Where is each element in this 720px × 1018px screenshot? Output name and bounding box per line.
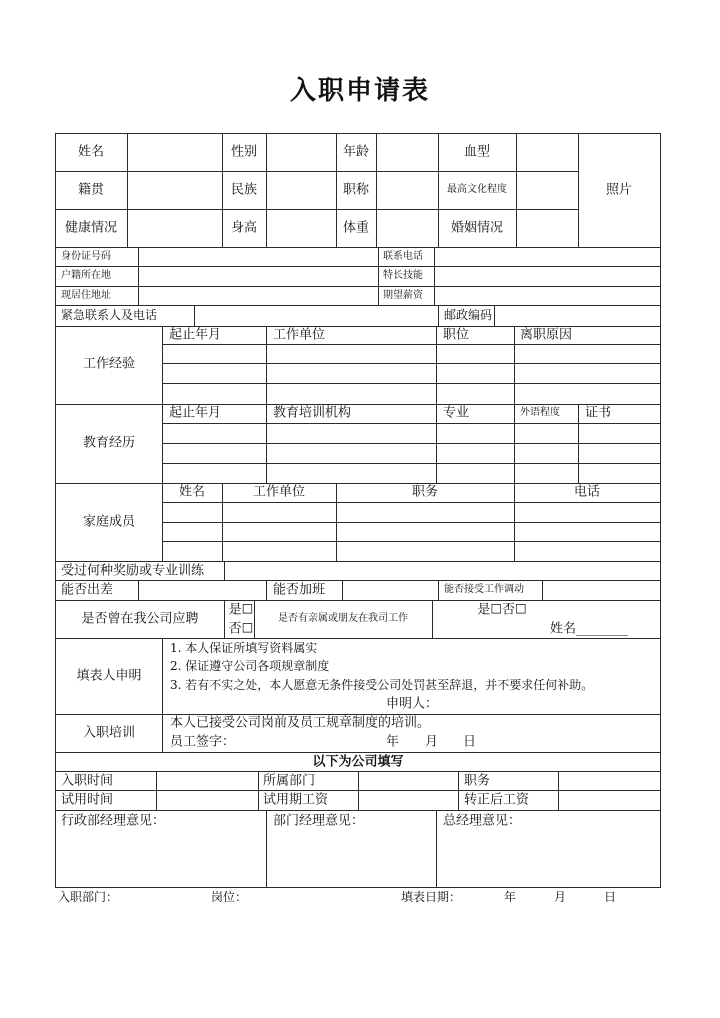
col-divider bbox=[458, 771, 459, 810]
relative-name-field[interactable]: 姓名________ bbox=[550, 621, 629, 637]
label-emergency-contact: 紧急联系人及电话 bbox=[61, 308, 158, 322]
label-professional-title: 职称 bbox=[342, 182, 370, 198]
applied-no-checkbox[interactable]: 否☐ bbox=[228, 621, 254, 637]
col-divider bbox=[258, 771, 259, 810]
col-divider bbox=[162, 404, 163, 483]
label-gm-opinion: 总经理意见： bbox=[443, 813, 522, 829]
row-divider bbox=[55, 209, 578, 210]
application-form-table bbox=[55, 133, 661, 888]
label-photo: 照片 bbox=[605, 182, 633, 198]
label-age: 年龄 bbox=[342, 144, 370, 160]
row-divider bbox=[162, 344, 661, 345]
row-divider bbox=[162, 363, 661, 364]
label-weight: 体重 bbox=[342, 220, 370, 236]
col-divider bbox=[138, 580, 139, 600]
work-header-leave-reason: 离职原因 bbox=[520, 327, 573, 343]
label-native-place: 籍贯 bbox=[77, 182, 105, 198]
row-divider bbox=[55, 580, 661, 581]
edu-header-major: 专业 bbox=[443, 405, 470, 421]
col-divider bbox=[162, 326, 163, 404]
row-divider bbox=[55, 286, 661, 287]
label-department: 所属部门 bbox=[263, 773, 316, 789]
training-year: 年 bbox=[386, 734, 400, 750]
row-divider bbox=[162, 423, 661, 424]
row-divider bbox=[55, 247, 661, 248]
col-divider bbox=[578, 404, 579, 483]
row-divider bbox=[162, 383, 661, 384]
table-border-bottom bbox=[55, 887, 661, 888]
label-skills: 特长技能 bbox=[383, 270, 423, 281]
col-divider bbox=[432, 600, 433, 638]
label-height: 身高 bbox=[230, 220, 258, 236]
label-gender: 性别 bbox=[230, 144, 258, 160]
col-divider bbox=[494, 305, 495, 326]
edu-header-institution: 教育培训机构 bbox=[273, 405, 352, 421]
col-divider bbox=[222, 133, 223, 247]
col-divider bbox=[266, 326, 267, 404]
col-divider bbox=[436, 810, 437, 888]
row-divider bbox=[55, 600, 661, 601]
col-divider bbox=[336, 133, 337, 247]
applied-yes-checkbox[interactable]: 是☐ bbox=[228, 602, 254, 618]
training-month: 月 bbox=[425, 734, 439, 750]
col-divider bbox=[224, 561, 225, 580]
row-divider bbox=[55, 266, 661, 267]
col-divider bbox=[436, 404, 437, 483]
declaration-item-1: 1. 本人保证所填写资料属实 bbox=[170, 641, 318, 655]
age-input[interactable] bbox=[377, 134, 438, 171]
row-divider bbox=[162, 443, 661, 444]
family-header-duty: 职务 bbox=[411, 484, 439, 500]
footer-fill-date: 填表日期： bbox=[401, 890, 462, 904]
work-header-employer: 工作单位 bbox=[273, 327, 326, 343]
label-entry-date: 入职时间 bbox=[61, 773, 114, 789]
row-divider bbox=[55, 483, 661, 484]
col-divider bbox=[514, 326, 515, 404]
col-divider bbox=[224, 600, 225, 638]
section-declaration: 填表人申明 bbox=[76, 668, 142, 684]
col-divider bbox=[514, 483, 515, 561]
section-work-experience: 工作经验 bbox=[82, 356, 136, 372]
row-divider bbox=[55, 404, 661, 405]
label-relatives-in-company: 是否有亲属或朋友在我司工作 bbox=[278, 613, 408, 624]
col-divider bbox=[438, 305, 439, 326]
footer-year: 年 bbox=[504, 890, 517, 904]
col-divider bbox=[438, 580, 439, 600]
training-day: 日 bbox=[463, 734, 477, 750]
family-header-name: 姓名 bbox=[178, 484, 206, 500]
footer-entry-department: 入职部门： bbox=[58, 890, 119, 904]
label-name: 姓名 bbox=[77, 144, 105, 160]
col-divider bbox=[358, 771, 359, 810]
label-awards: 受过何种奖励或专业训练 bbox=[61, 563, 205, 579]
blood-type-input[interactable] bbox=[517, 134, 578, 171]
label-education-level: 最高文化程度 bbox=[447, 184, 507, 195]
declaration-item-2: 2. 保证遵守公司各项规章制度 bbox=[170, 659, 330, 673]
col-divider bbox=[434, 247, 435, 305]
col-divider bbox=[194, 305, 195, 326]
label-dept-manager-opinion: 部门经理意见： bbox=[273, 813, 365, 829]
row-divider bbox=[55, 638, 661, 639]
label-regular-salary: 转正后工资 bbox=[464, 792, 530, 808]
label-postcode: 邮政编码 bbox=[444, 308, 493, 322]
work-header-position: 职位 bbox=[443, 327, 470, 343]
col-divider bbox=[222, 483, 223, 561]
label-applied-before: 是否曾在我公司应聘 bbox=[81, 611, 199, 627]
label-ethnicity: 民族 bbox=[230, 182, 258, 198]
edu-header-language: 外语程度 bbox=[520, 407, 560, 418]
section-family: 家庭成员 bbox=[82, 514, 136, 530]
col-divider bbox=[514, 404, 515, 483]
row-divider bbox=[162, 502, 661, 503]
col-divider bbox=[378, 247, 379, 305]
family-header-employer: 工作单位 bbox=[252, 484, 306, 500]
col-divider bbox=[438, 133, 439, 247]
label-business-travel: 能否出差 bbox=[61, 582, 114, 598]
section-education: 教育经历 bbox=[82, 435, 136, 451]
footer-month: 月 bbox=[554, 890, 567, 904]
photo-area[interactable] bbox=[579, 134, 660, 247]
work-header-period: 起止年月 bbox=[169, 327, 222, 343]
company-section-heading: 以下为公司填写 bbox=[312, 754, 404, 770]
row-divider bbox=[55, 752, 661, 753]
col-divider bbox=[342, 580, 343, 600]
col-divider bbox=[162, 483, 163, 561]
col-divider bbox=[336, 483, 337, 561]
col-divider bbox=[162, 638, 163, 752]
footer-post: 岗位： bbox=[211, 890, 248, 904]
label-hr-manager-opinion: 行政部经理意见： bbox=[61, 813, 166, 829]
label-blood-type: 血型 bbox=[463, 144, 491, 160]
col-divider bbox=[542, 580, 543, 600]
label-id-number: 身份证号码 bbox=[61, 251, 111, 262]
label-probation-salary: 试用期工资 bbox=[263, 792, 329, 808]
family-header-phone: 电话 bbox=[573, 484, 601, 500]
row-divider bbox=[162, 463, 661, 464]
col-divider bbox=[558, 771, 559, 810]
label-address: 现居住地址 bbox=[61, 290, 111, 301]
gender-input[interactable] bbox=[267, 134, 336, 171]
label-overtime: 能否加班 bbox=[273, 582, 326, 598]
edu-header-certificate: 证书 bbox=[585, 405, 612, 421]
col-divider bbox=[138, 247, 139, 305]
label-health: 健康情况 bbox=[64, 220, 118, 236]
col-divider bbox=[156, 771, 157, 810]
label-phone: 联系电话 bbox=[383, 251, 423, 262]
relatives-yes-no-checkbox[interactable]: 是☐否☐ bbox=[477, 602, 527, 618]
row-divider bbox=[162, 522, 661, 523]
col-divider bbox=[266, 580, 267, 600]
label-probation-period: 试用时间 bbox=[61, 792, 114, 808]
footer-day: 日 bbox=[604, 890, 617, 904]
label-household: 户籍所在地 bbox=[61, 270, 111, 281]
section-onboarding-training: 入职培训 bbox=[82, 725, 136, 741]
declaration-item-3: 3. 若有不实之处，本人愿意无条件接受公司处罚甚至辞退，并不要求任何补助。 bbox=[170, 678, 594, 692]
training-statement: 本人已接受公司岗前及员工规章制度的培训。 bbox=[170, 715, 431, 731]
row-divider bbox=[55, 305, 661, 306]
label-transfer: 能否接受工作调动 bbox=[444, 584, 524, 595]
row-divider bbox=[55, 171, 578, 172]
name-input[interactable] bbox=[128, 134, 222, 171]
col-divider bbox=[266, 404, 267, 483]
row-divider bbox=[162, 541, 661, 542]
col-divider bbox=[266, 810, 267, 888]
col-divider bbox=[436, 326, 437, 404]
row-divider bbox=[55, 561, 661, 562]
declarant-signature[interactable]: 申明人： bbox=[386, 696, 439, 712]
employee-signature[interactable]: 员工签字： bbox=[170, 734, 236, 750]
label-company-position: 职务 bbox=[464, 773, 491, 789]
label-marital-status: 婚姻情况 bbox=[450, 220, 504, 236]
row-divider bbox=[55, 810, 661, 811]
col-divider bbox=[254, 600, 255, 638]
edu-header-period: 起止年月 bbox=[169, 405, 222, 421]
form-title: 入职申请表 bbox=[289, 76, 430, 106]
label-salary: 期望薪资 bbox=[383, 290, 423, 301]
